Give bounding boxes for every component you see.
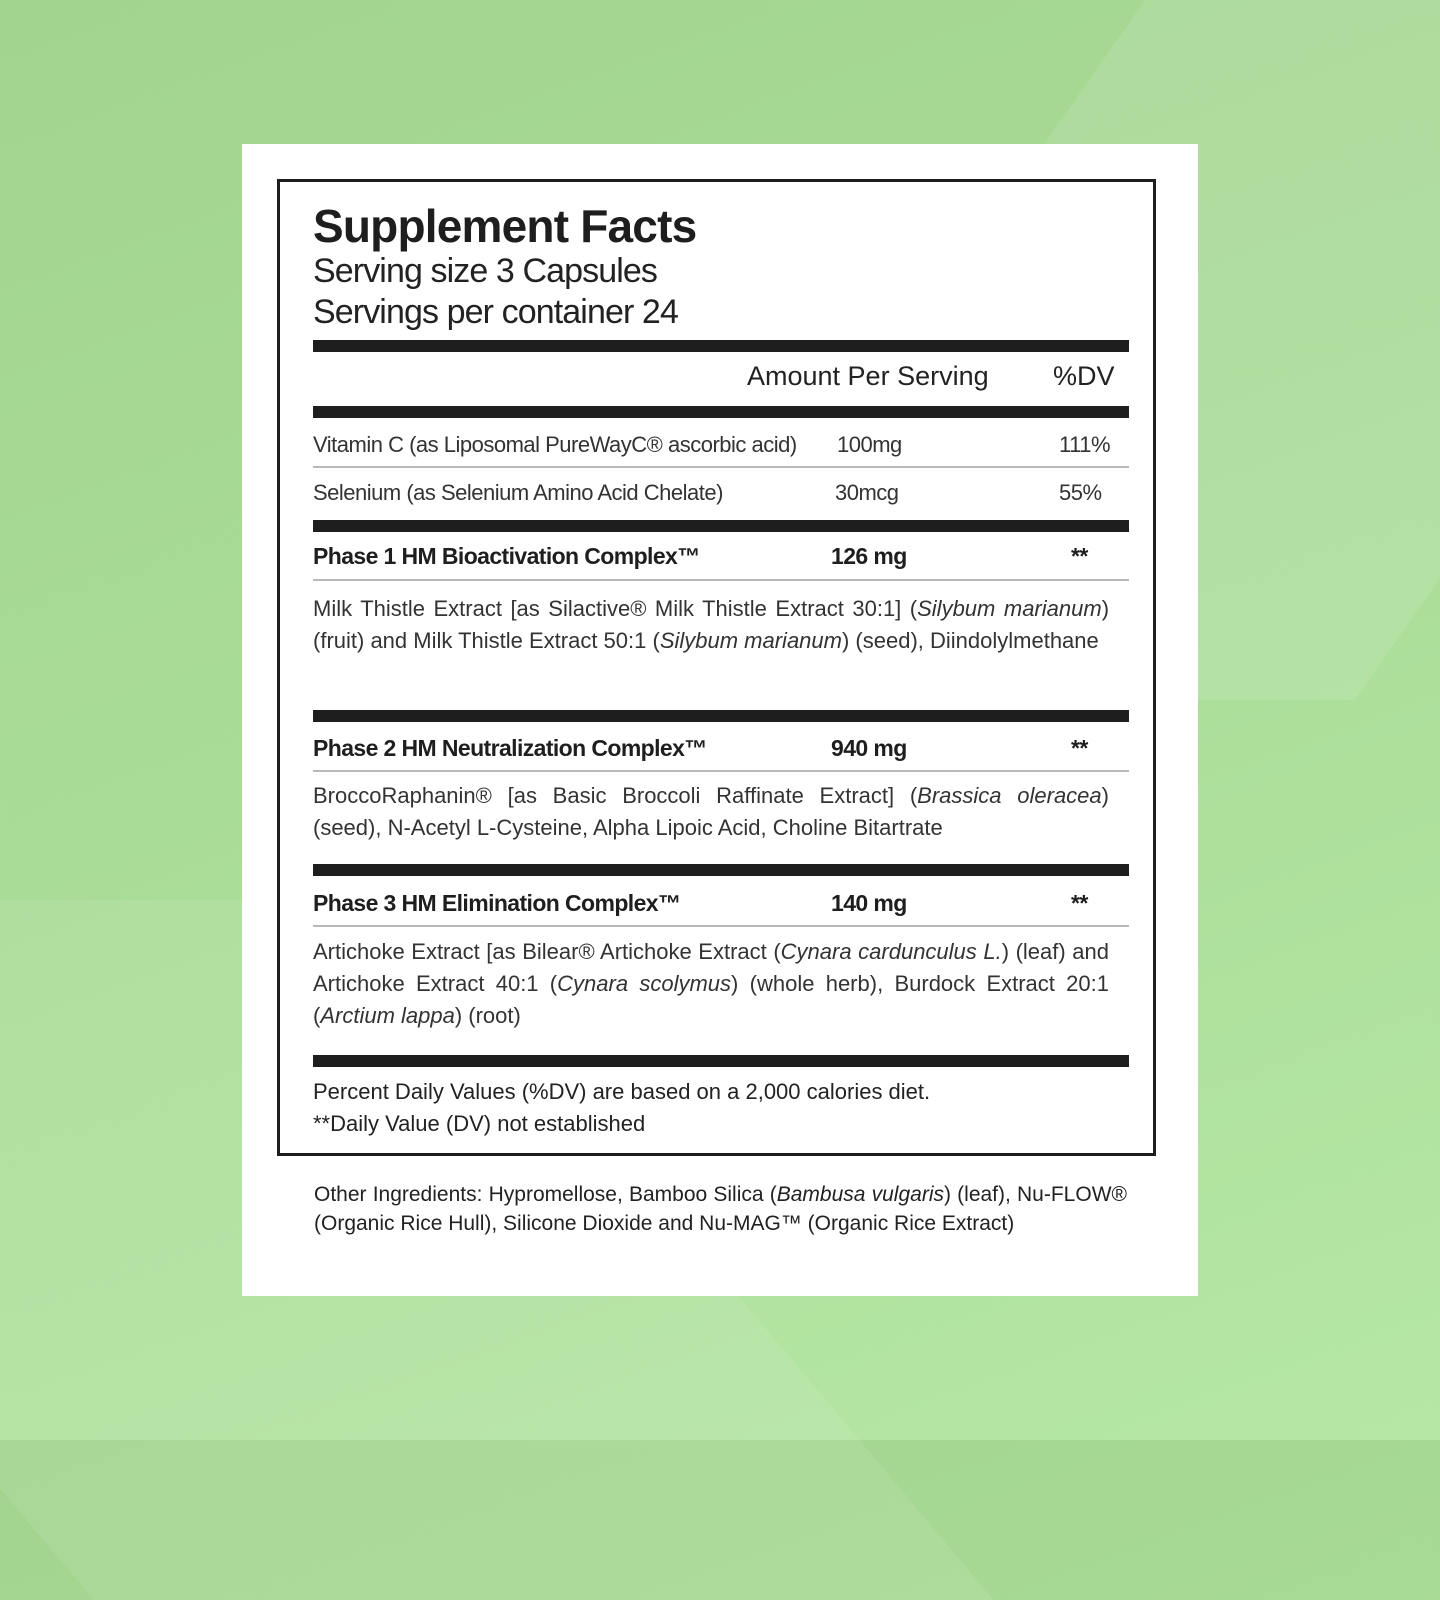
complex-name: Phase 1 HM Bioactivation Complex™: [313, 543, 700, 569]
label-card: [242, 144, 1198, 1296]
divider-bar: [313, 406, 1129, 418]
botanical-name: Cynara scolymus: [557, 971, 732, 996]
nutrient-dv: 55%: [1059, 480, 1102, 505]
complex-ingredients: [313, 593, 1109, 657]
divider-bar: [313, 340, 1129, 352]
botanical-name: Bambusa vulgaris: [776, 1183, 944, 1206]
complex-name: Phase 2 HM Neutralization Complex™: [313, 735, 707, 761]
complex-dv: **: [1071, 735, 1088, 761]
ingredient-text: ) (whole herb), Burdock Extract 20:1 (: [313, 971, 1109, 1028]
nutrient-amount: 30mcg: [835, 480, 899, 505]
nutrient-name: Vitamin C (as Liposomal PureWayC® ascorbic acid): [313, 432, 797, 457]
complex-ingredients: [313, 936, 1109, 1032]
botanical-name: Silybum marianum: [659, 628, 842, 653]
row-divider: [313, 466, 1129, 468]
complex-dv: **: [1071, 543, 1088, 569]
dv-column-header: %DV: [1053, 361, 1115, 391]
ingredient-text: ) (leaf) and Artichoke Extract 40:1 (: [313, 939, 1109, 996]
ingredient-text: ) (root): [454, 1003, 521, 1028]
ingredient-text: Milk Thistle Extract [as Silactive® Milk Thistle Extract 30:1] (: [313, 596, 918, 621]
complex-name: Phase 3 HM Elimination Complex™: [313, 890, 681, 916]
servings-per-container: Servings per container 24: [313, 293, 678, 331]
amount-column-header: Amount Per Serving: [747, 361, 989, 391]
divider-bar: [313, 1055, 1129, 1067]
ingredient-text: ) (seed), Diindolylmethane: [841, 628, 1099, 653]
botanical-name: Arctium lappa: [320, 1003, 455, 1028]
complex-dv: **: [1071, 890, 1088, 916]
ingredient-text: ) (fruit) and Milk Thistle Extract 50:1 (: [313, 596, 1110, 653]
complex-amount: 940 mg: [831, 735, 907, 761]
other-ingredients: [314, 1180, 1127, 1238]
ingredient-text: Other Ingredients: Hypromellose, Bamboo Silica (: [314, 1183, 777, 1206]
divider-bar: [313, 864, 1129, 876]
divider-bar: [313, 710, 1129, 722]
nutrient-dv: 111%: [1059, 432, 1111, 457]
row-divider: [313, 579, 1129, 581]
complex-amount: 126 mg: [831, 543, 907, 569]
dv-footnote: Percent Daily Values (%DV) are based on a 2,000 calories diet.: [313, 1079, 931, 1104]
ingredient-text: BroccoRaphanin® [as Basic Broccoli Raffinate Extract] (: [313, 783, 918, 808]
nutrient-amount: 100mg: [837, 432, 902, 457]
nutrient-name: Selenium (as Selenium Amino Acid Chelate): [313, 480, 723, 505]
divider-bar: [313, 520, 1129, 532]
ingredient-text: Artichoke Extract [as Bilear® Artichoke Extract (: [313, 939, 781, 964]
complex-ingredients: [313, 780, 1109, 844]
dv-not-established-footnote: **Daily Value (DV) not established: [313, 1111, 646, 1136]
row-divider: [313, 770, 1129, 772]
botanical-name: Brassica oleracea: [917, 783, 1102, 808]
complex-amount: 140 mg: [831, 890, 907, 916]
botanical-name: Cynara cardunculus L.: [780, 939, 1002, 964]
row-divider: [313, 925, 1129, 927]
ingredient-text: ) (leaf), Nu-FLOW® (Organic Rice Hull), Silicone Dioxide and Nu-MAG™ (Organic Rice Extract): [314, 1183, 1127, 1235]
serving-size: Serving size 3 Capsules: [313, 252, 658, 290]
botanical-name: Silybum marianum: [917, 596, 1102, 621]
ingredient-text: ) (seed), N-Acetyl L-Cysteine, Alpha Lipoic Acid, Choline Bitartrate: [313, 783, 1109, 840]
panel-title: Supplement Facts: [313, 200, 697, 252]
supplement-facts-panel: [277, 179, 1156, 1156]
